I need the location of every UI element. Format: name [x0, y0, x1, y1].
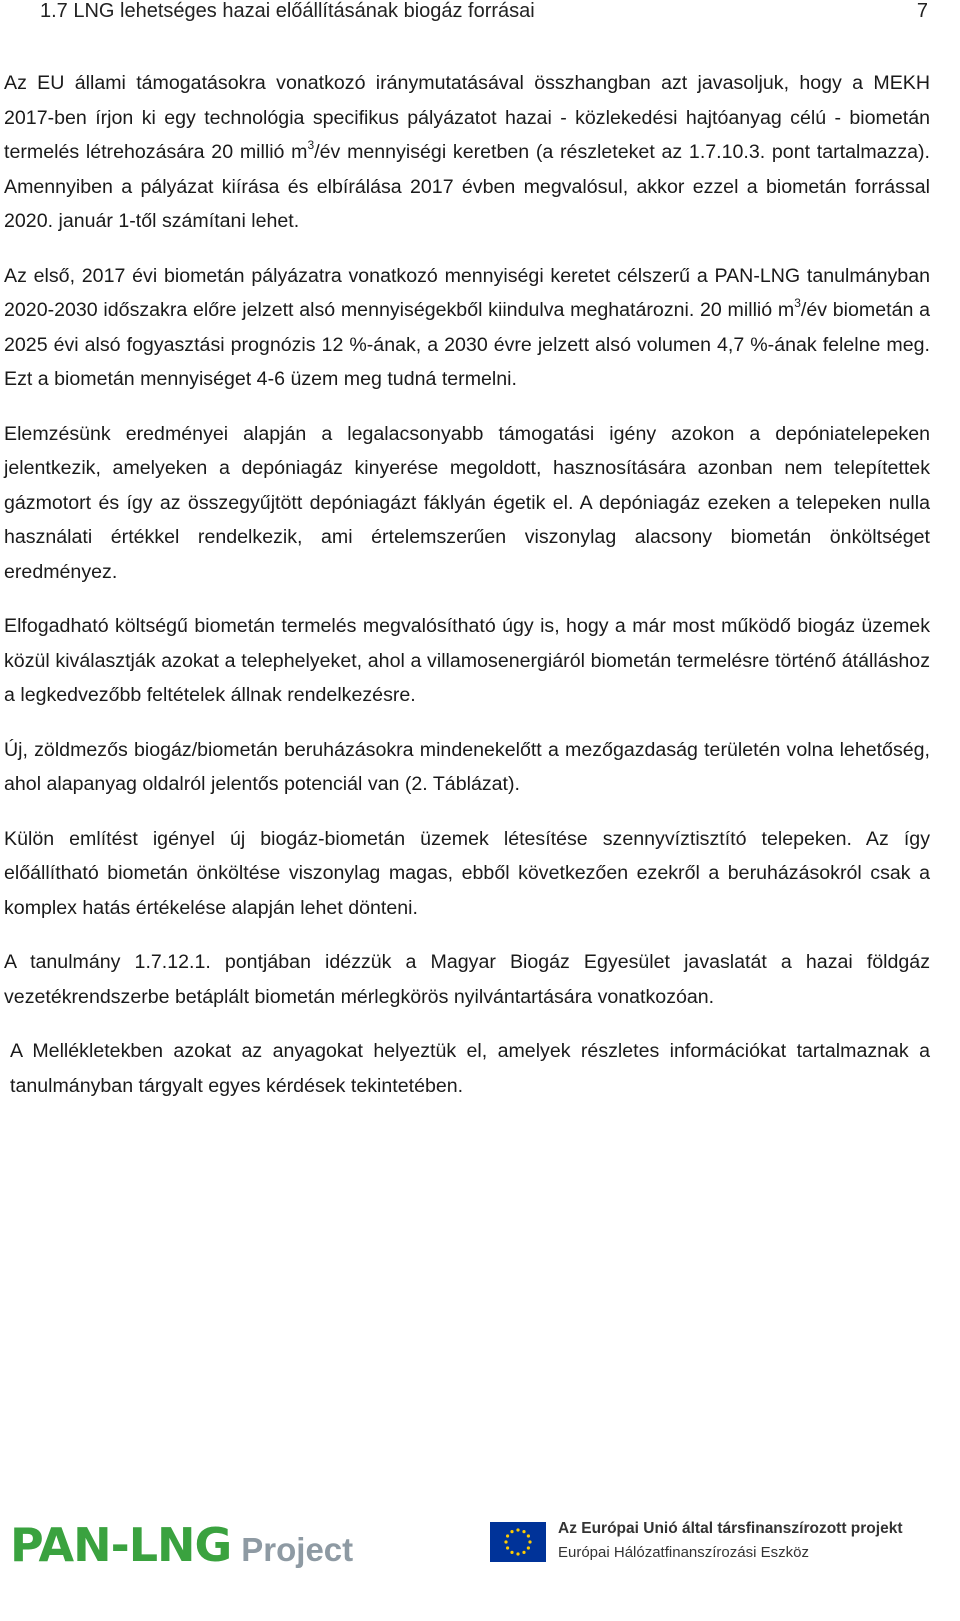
eu-star — [506, 1534, 509, 1537]
eu-star — [522, 1530, 525, 1533]
paragraph-5: Új, zöldmezős biogáz/biometán beruházásokra mindenekelőtt a mezőgazdaság területén volna lehetőség, ahol alapanyag oldalról jelentős potenciál van (2. Táblázat). — [4, 738, 930, 795]
eu-star — [516, 1552, 519, 1555]
document-body — [4, 66, 930, 1123]
page-number: 7 — [916, 0, 928, 22]
paragraph-1-text-b: /év mennyiségi keretben (a részleteket az 1.7.10.3. pont tartalmazza). Amennyiben a pályázat kiírása és elbírálása 2017 évben megvalósul, akkor ezzel a biometán forrással 2020. január 1-től számítani lehet. — [4, 141, 931, 232]
logo-dash: - — [110, 1518, 129, 1572]
paragraph-7: A tanulmány 1.7.12.1. pontjában idézzük a Magyar Biogáz Egyesület javaslatát a hazai földgáz vezetékrendszerbe betáplált biometán mérlegkörös nyilvántartására vonatkozóan. — [4, 951, 930, 1008]
paragraph-2-text-a: Az első, 2017 évi biometán pályázatra vonatkozó mennyiségi keretet célszerű a PAN-LNG tanulmányban 2020-2030 időszakra előre jelzett alsó mennyiségekből kiindulva meghatározni. 20 millió m — [4, 264, 930, 321]
eu-star — [527, 1534, 530, 1537]
eu-star — [510, 1551, 513, 1554]
paragraph-6: Külön említést igényel új biogáz-biometán üzemek létesítése szennyvíztisztító telepeken. Az így előállítható biometán önköltése viszonylag magas, ebből következően ezekről a beruházásokról csak a komplex hatás értékelése alapján lehet dönteni. — [4, 827, 930, 919]
logo-pan: PAN — [10, 1518, 111, 1572]
eu-flag-icon — [490, 1522, 546, 1562]
eu-star — [516, 1528, 519, 1531]
paragraph-8: A Mellékletekben azokat az anyagokat helyeztük el, amelyek részletes információkat tartalmaznak a tanulmányban tárgyalt egyes kérdések tekintetében. — [10, 1040, 930, 1097]
cef-text: Európai Hálózatfinanszírozási Eszköz — [558, 1544, 809, 1561]
paragraph-1-text-a: Az EU állami támogatásokra vonatkozó iránymutatásával összhangban azt javasoljuk, hogy a MEKH 2017-ben írjon ki egy technológia specifikus pályázatot hazai - közlekedési hajtóanyag célú - biometán termelés létrehozására 20 millió m — [4, 72, 930, 163]
pan-lng-project-logo — [10, 1520, 353, 1575]
paragraph-2 — [4, 259, 930, 397]
eu-star — [504, 1540, 507, 1543]
logo-lng: LNG — [128, 1518, 232, 1572]
eu-cofinanced-text: Az Európai Unió által társfinanszírozott projekt — [558, 1520, 903, 1537]
superscript-3: 3 — [307, 138, 315, 152]
eu-star — [522, 1551, 525, 1554]
eu-cofinancing-block — [490, 1520, 930, 1570]
page-header — [40, 0, 928, 22]
eu-star — [506, 1546, 509, 1549]
paragraph-1 — [4, 66, 930, 239]
paragraph-2-text-b: /év biometán a 2025 évi alsó fogyasztási prognózis 12 %-ának, a 2030 évre jelzett alsó volumen 4,7 %-ának felelne meg. Ezt a biometán mennyiséget 4-6 üzem meg tudná termelni. — [4, 299, 930, 390]
eu-star — [528, 1540, 531, 1543]
logo-project: Project — [241, 1531, 354, 1568]
superscript-3: 3 — [794, 296, 801, 310]
paragraph-3: Elemzésünk eredményei alapján a legalacsonyabb támogatási igény azokon a depóniatelepeken jelentkezik, amelyeken a depóniagáz kinyerése megoldott, hasznosítására azonban nem telepítettek gázmotort és így az összegyűjtött depóniagázt fáklyán égetik el. A depóniagáz ezeken a telepeken nulla használati értékkel rendelkezik, ami értelemszerűen viszonylag alacsony biometán önköltséget eredményez. — [4, 422, 930, 583]
paragraph-4: Elfogadható költségű biometán termelés megvalósítható úgy is, hogy a már most működő biogáz üzemek közül kiválasztják azokat a telephelyeket, ahol a villamosenergiáról biometán termelésre történő átálláshoz a legkedvezőbb feltételek állnak rendelkezésre. — [4, 615, 930, 706]
eu-star — [527, 1546, 530, 1549]
eu-star — [510, 1530, 513, 1533]
page-footer — [0, 1500, 960, 1621]
section-title: 1.7 LNG lehetséges hazai előállításának biogáz forrásai — [40, 0, 535, 22]
